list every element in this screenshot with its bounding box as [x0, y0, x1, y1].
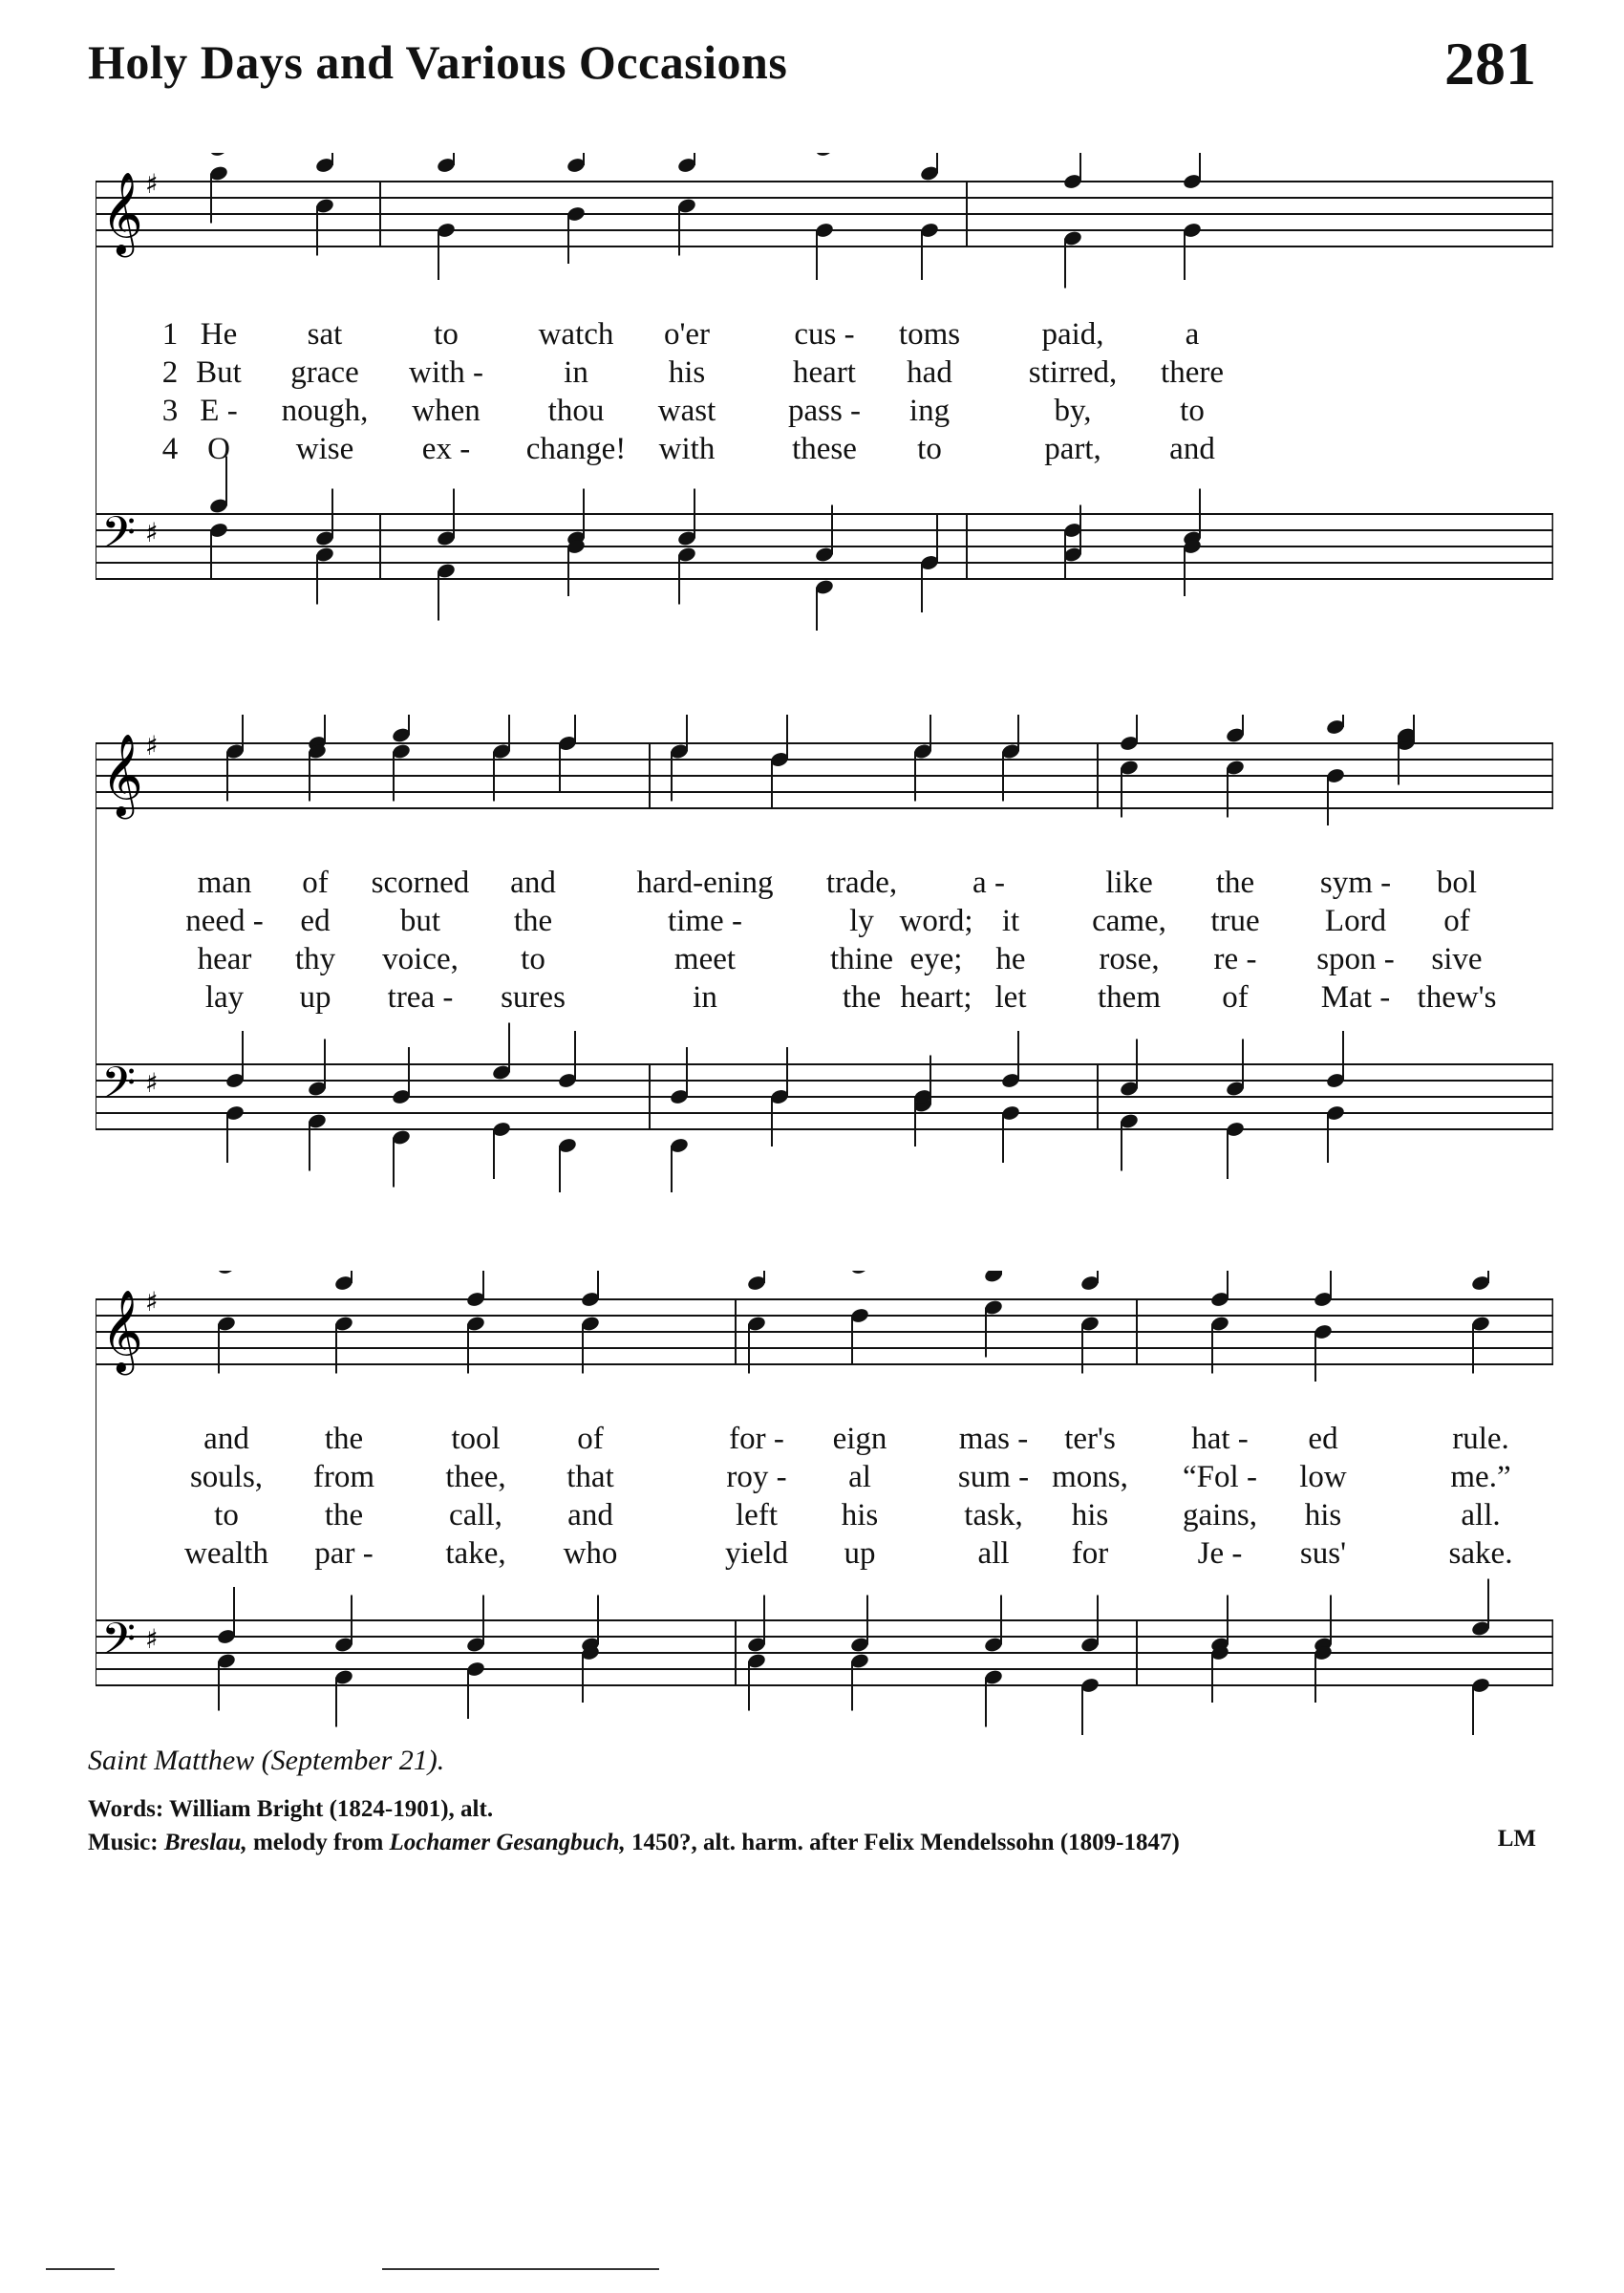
lyric-syllable: hat -: [1191, 1422, 1249, 1456]
lyric-syllable: sive: [1431, 942, 1483, 976]
lyric-syllable: by,: [1054, 394, 1092, 428]
treble-staff: [96, 715, 1553, 825]
treble-upper-note: [208, 153, 228, 158]
music-system-3: [96, 1271, 1553, 1748]
lyric-syllable: toms: [898, 317, 961, 352]
lyric-syllable: wast: [657, 394, 716, 428]
treble-clef-icon: 𝄞: [101, 1290, 143, 1372]
lyric-syllable: heart;: [900, 980, 972, 1015]
lyric-syllable: rose,: [1099, 942, 1160, 976]
lyric-syllable: for: [1071, 1536, 1109, 1571]
lyric-syllable: ly: [849, 904, 874, 938]
lyric-syllable: “Fol -: [1183, 1460, 1257, 1494]
lyric-syllable: it: [1001, 904, 1020, 938]
lyric-syllable: sum -: [957, 1460, 1030, 1494]
lyric-syllable: word;: [899, 904, 973, 938]
section-title: Holy Days and Various Occasions: [88, 35, 788, 89]
lyric-syllable: time -: [668, 904, 742, 938]
treble-clef-icon: 𝄞: [101, 172, 143, 254]
bass-staff: [96, 1579, 1553, 1736]
bass-clef-icon: 𝄢: [101, 1058, 137, 1120]
lyric-line-2-4: [96, 980, 1553, 1018]
lyric-syllable: all.: [1461, 1498, 1501, 1532]
lyric-line-3-2: [96, 1460, 1553, 1498]
lyric-line-1-2: [96, 355, 1553, 394]
hymn-number: 281: [1444, 30, 1536, 97]
bass-staff: [96, 1023, 1553, 1193]
lyric-syllable: ing: [908, 394, 951, 428]
lyric-syllable: part,: [1044, 432, 1101, 466]
lyric-syllable: thee,: [445, 1460, 506, 1494]
lyric-syllable: trade,: [825, 866, 898, 900]
lyric-syllable: sat: [307, 317, 343, 352]
treble-staff: [96, 153, 1553, 289]
lyric-syllable: wealth: [184, 1536, 268, 1571]
lyric-syllable: left: [736, 1498, 778, 1532]
lyric-syllable: who: [563, 1536, 618, 1571]
verse-number: 2: [161, 355, 179, 390]
lyric-syllable: but: [399, 904, 441, 938]
lyric-syllable: scorned: [371, 866, 470, 900]
lyric-line-1-1: [96, 317, 1553, 355]
lyric-syllable: to: [1180, 394, 1205, 428]
lyric-syllable: sym -: [1319, 866, 1392, 900]
lyric-syllable: hear: [197, 942, 252, 976]
lyric-syllable: heart: [793, 355, 856, 390]
lyric-syllable: thew's: [1417, 980, 1497, 1015]
bottom-rule-right: [382, 2268, 659, 2270]
lyric-syllable: the: [324, 1498, 364, 1532]
lyric-syllable: hard-ening: [636, 866, 774, 900]
lyric-syllable: let: [994, 980, 1027, 1015]
lyric-line-1-3: [96, 394, 1553, 432]
lyric-syllable: pass -: [787, 394, 862, 428]
lyric-syllable: wise: [295, 432, 354, 466]
treble-staff: [96, 1271, 1553, 1382]
lyric-syllable: the: [513, 904, 553, 938]
sharp-icon: ♯: [145, 168, 159, 200]
lyric-syllable: man: [197, 866, 252, 900]
verse-number: 3: [161, 394, 179, 428]
lyric-syllable: sus': [1299, 1536, 1347, 1571]
lyric-syllable: to: [521, 942, 545, 976]
lyric-syllable: rule.: [1452, 1422, 1509, 1456]
lyric-syllable: a: [1185, 317, 1200, 352]
lyric-syllable: and: [567, 1498, 613, 1532]
music-credit: [88, 1826, 1180, 1859]
lyric-syllable: par -: [314, 1536, 374, 1571]
lyric-syllable: from: [312, 1460, 375, 1494]
lyric-syllable: and: [1169, 432, 1215, 466]
lyric-syllable: of: [1222, 980, 1249, 1015]
lyric-syllable: take,: [445, 1536, 506, 1571]
lyric-syllable: eye;: [909, 942, 963, 976]
source-name: Lochamer Gesangbuch,: [389, 1830, 626, 1855]
lyric-syllable: thine: [830, 942, 893, 976]
lyric-syllable: and: [510, 866, 556, 900]
lyric-syllable: to: [214, 1498, 239, 1532]
lyric-syllable: yield: [725, 1536, 788, 1571]
lyric-syllable: bol: [1436, 866, 1478, 900]
lyric-syllable: tool: [451, 1422, 501, 1456]
lyric-syllable: the: [1215, 866, 1255, 900]
lyric-syllable: change!: [525, 432, 627, 466]
music-system-1: [96, 153, 1553, 631]
verse-number: 1: [161, 317, 179, 352]
lyric-syllable: that: [566, 1460, 614, 1494]
lyric-syllable: his: [841, 1498, 879, 1532]
lyric-syllable: with: [658, 432, 716, 466]
lyric-syllable: up: [299, 980, 331, 1015]
lyric-syllable: all: [977, 1536, 1010, 1571]
lyric-syllable: Lord: [1324, 904, 1387, 938]
lyric-syllable: a -: [972, 866, 1005, 900]
lyric-syllable: O: [207, 432, 230, 466]
lyric-syllable: when: [412, 394, 481, 428]
lyric-syllable: al: [848, 1460, 871, 1494]
lyric-syllable: watch: [538, 317, 614, 352]
lyric-syllable: like: [1105, 866, 1153, 900]
tune-name: Breslau,: [163, 1830, 247, 1855]
lyric-line-3-3: [96, 1498, 1553, 1536]
lyric-line-1-4: [96, 432, 1553, 470]
lyric-syllable: the: [842, 980, 882, 1015]
lyric-syllable: his: [1071, 1498, 1109, 1532]
lyric-syllable: low: [1299, 1460, 1347, 1494]
lyric-syllable: had: [907, 355, 952, 390]
lyric-syllable: with -: [409, 355, 483, 390]
words-credit: Words: William Bright (1824-1901), alt.: [88, 1796, 494, 1822]
credits: [88, 1792, 1180, 1859]
lyric-syllable: in: [693, 980, 717, 1015]
meter-label: LM: [1497, 1826, 1536, 1852]
bass-staff: [96, 457, 1553, 632]
lyric-syllable: ed: [300, 904, 331, 938]
lyric-syllable: task,: [964, 1498, 1023, 1532]
lyric-syllable: nough,: [281, 394, 369, 428]
lyric-syllable: o'er: [663, 317, 711, 352]
lyric-syllable: his: [1304, 1498, 1342, 1532]
lyric-syllable: of: [1443, 904, 1470, 938]
lyric-line-3-4: [96, 1536, 1553, 1575]
lyric-syllable: came,: [1092, 904, 1166, 938]
lyric-syllable: these: [792, 432, 857, 466]
lyric-syllable: souls,: [189, 1460, 264, 1494]
lyric-syllable: there: [1161, 355, 1224, 390]
lyric-syllable: But: [196, 355, 242, 390]
lyric-syllable: sake.: [1448, 1536, 1513, 1571]
lyric-line-2-2: [96, 904, 1553, 942]
lyric-syllable: spon -: [1316, 942, 1395, 976]
lyric-syllable: eign: [832, 1422, 887, 1456]
sharp-icon: ♯: [145, 1286, 159, 1318]
lyric-syllable: he: [995, 942, 1026, 976]
sharp-icon: ♯: [145, 1067, 159, 1099]
lyric-syllable: Mat -: [1320, 980, 1391, 1015]
lyric-syllable: them: [1098, 980, 1161, 1015]
lyric-syllable: to: [917, 432, 942, 466]
lyric-syllable: true: [1210, 904, 1260, 938]
lyric-syllable: ex -: [421, 432, 471, 466]
lyric-syllable: trea -: [387, 980, 454, 1015]
music-suffix: 1450?, alt. harm. after Felix Mendelssohn (1809-1847): [625, 1830, 1180, 1855]
lyric-syllable: and: [203, 1422, 249, 1456]
lyric-syllable: to: [434, 317, 459, 352]
lyric-syllable: paid,: [1041, 317, 1104, 352]
lyric-syllable: voice,: [382, 942, 459, 976]
lyric-syllable: stirred,: [1028, 355, 1118, 390]
music-mid: melody from: [246, 1830, 390, 1855]
verse-number: 4: [161, 432, 179, 466]
sharp-icon: ♯: [145, 517, 159, 548]
lyric-syllable: roy -: [726, 1460, 787, 1494]
lyric-syllable: his: [668, 355, 706, 390]
lyric-syllable: me.”: [1450, 1460, 1511, 1494]
bass-clef-icon: 𝄢: [101, 1614, 137, 1676]
lyric-line-2-3: [96, 942, 1553, 980]
lyric-syllable: Je -: [1197, 1536, 1243, 1571]
lyric-syllable: cus -: [794, 317, 855, 352]
lyric-syllable: ter's: [1064, 1422, 1116, 1456]
lyric-syllable: lay: [204, 980, 245, 1015]
lyric-syllable: the: [324, 1422, 364, 1456]
lyric-syllable: re -: [1213, 942, 1257, 976]
lyric-syllable: grace: [290, 355, 359, 390]
lyric-syllable: of: [577, 1422, 604, 1456]
treble-upper-note: [849, 1271, 869, 1275]
lyric-syllable: meet: [673, 942, 737, 976]
lyric-syllable: in: [564, 355, 588, 390]
bass-clef-icon: 𝄢: [101, 507, 137, 569]
lyric-syllable: thy: [294, 942, 336, 976]
lyric-syllable: ed: [1308, 1422, 1338, 1456]
lyric-syllable: of: [302, 866, 329, 900]
lyric-line-3-1: [96, 1422, 1553, 1460]
lyric-syllable: call,: [449, 1498, 502, 1532]
music-system-2: [96, 715, 1553, 1192]
lyric-syllable: for -: [729, 1422, 784, 1456]
sharp-icon: ♯: [145, 1623, 159, 1655]
lyric-syllable: mons,: [1052, 1460, 1128, 1494]
lyric-syllable: need -: [185, 904, 264, 938]
treble-clef-icon: 𝄞: [101, 734, 143, 816]
music-prefix: Music:: [88, 1830, 164, 1855]
bottom-rule-left: [46, 2268, 115, 2270]
treble-upper-note: [814, 153, 834, 158]
lyric-syllable: gains,: [1183, 1498, 1257, 1532]
lyric-syllable: E -: [200, 394, 238, 428]
lyric-syllable: mas -: [958, 1422, 1029, 1456]
lyric-syllable: sures: [501, 980, 566, 1015]
treble-upper-note: [216, 1271, 236, 1275]
occasion-note: Saint Matthew (September 21).: [88, 1745, 445, 1776]
sharp-icon: ♯: [145, 730, 159, 761]
lyric-syllable: up: [844, 1536, 876, 1571]
lyric-line-2-1: [96, 866, 1553, 904]
lyric-syllable: thou: [547, 394, 605, 428]
lyric-syllable: He: [200, 317, 238, 352]
